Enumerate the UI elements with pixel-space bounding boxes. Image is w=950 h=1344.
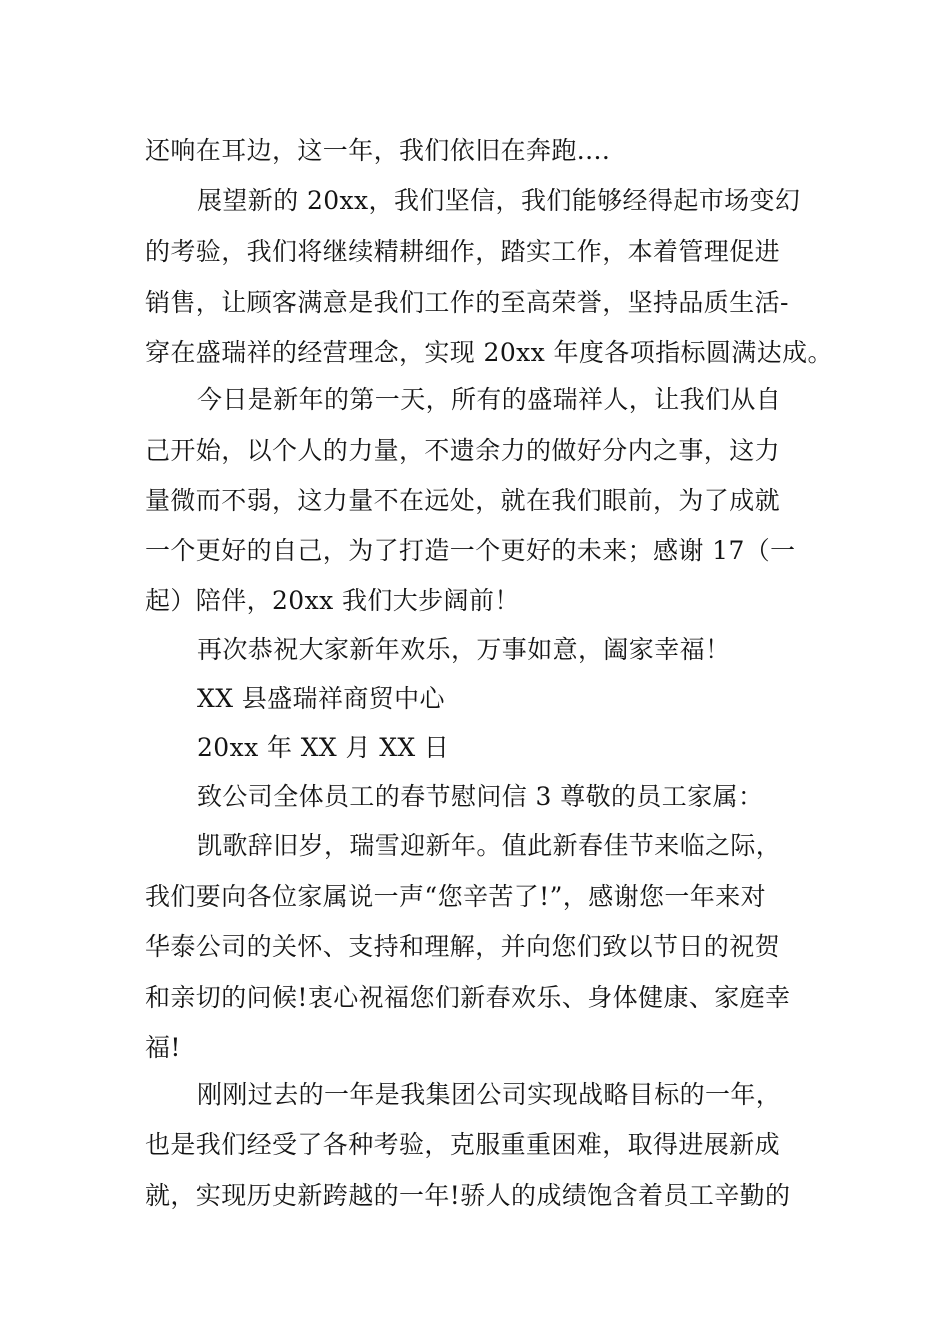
paragraph-start-line: 凯歌辞旧岁，瑞雪迎新年。值此新春佳节来临之际， xyxy=(197,831,782,860)
text-line: 还响在耳边，这一年，我们依旧在奔跑.... xyxy=(145,136,611,165)
text-line: 福! xyxy=(145,1033,181,1062)
paragraph-start-line: 展望新的 20xx，我们坚信，我们能够经得起市场变幻 xyxy=(197,186,801,215)
text-line: 也是我们经受了各种考验，克服重重困难，取得进展新成 xyxy=(145,1130,781,1159)
signature-organization: XX 县盛瑞祥商贸中心 xyxy=(197,684,445,713)
paragraph-start-line: 今日是新年的第一天，所有的盛瑞祥人，让我们从自 xyxy=(197,385,782,414)
text-line: 量微而不弱，这力量不在远处，就在我们眼前，为了成就 xyxy=(145,486,781,515)
signature-date: 20xx 年 XX 月 XX 日 xyxy=(197,733,450,762)
paragraph-start-line: 刚刚过去的一年是我集团公司实现战略目标的一年， xyxy=(197,1080,782,1109)
greeting-line: 再次恭祝大家新年欢乐，万事如意，阖家幸福！ xyxy=(197,635,731,664)
text-line: 和亲切的问候!衷心祝福您们新春欢乐、身体健康、家庭幸 xyxy=(145,983,791,1012)
text-line: 华泰公司的关怀、支持和理解，并向您们致以节日的祝贺 xyxy=(145,932,781,961)
text-line: 我们要向各位家属说一声“您辛苦了!”，感谢您一年来对 xyxy=(145,882,767,911)
text-line: 己开始，以个人的力量，不遗余力的做好分内之事，这力 xyxy=(145,436,781,465)
text-line: 的考验，我们将继续精耕细作，踏实工作，本着管理促进 xyxy=(145,237,781,266)
letter-heading: 致公司全体员工的春节慰问信 3 尊敬的员工家属： xyxy=(197,782,764,811)
text-line: 就，实现历史新跨越的一年!骄人的成绩饱含着员工辛勤的 xyxy=(145,1181,791,1210)
text-line: 起）陪伴，20xx 我们大步阔前！ xyxy=(145,586,520,615)
text-line: 销售，让顾客满意是我们工作的至高荣誉，坚持品质生活- xyxy=(145,288,789,317)
text-line: 穿在盛瑞祥的经营理念，实现 20xx 年度各项指标圆满达成。 xyxy=(145,338,833,367)
text-line: 一个更好的自己，为了打造一个更好的未来；感谢 17（一 xyxy=(145,536,796,565)
